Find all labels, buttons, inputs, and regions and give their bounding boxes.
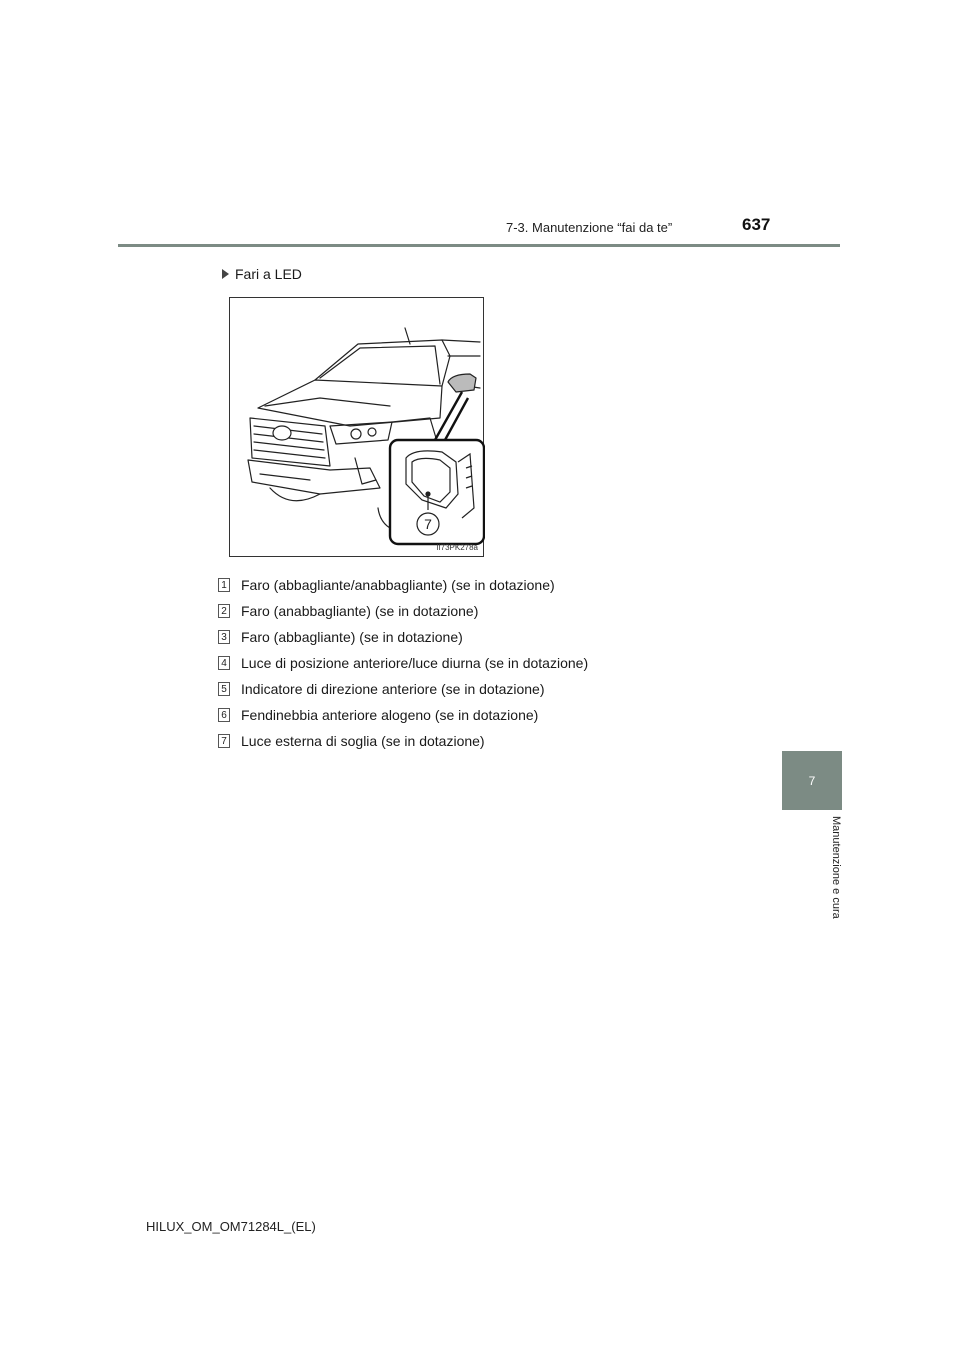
figure-code: II73PK278a	[436, 543, 478, 552]
item-number-badge: 6	[218, 708, 230, 722]
list-item	[218, 676, 588, 702]
item-text: Luce di posizione anteriore/luce diurna (se in dotazione)	[241, 655, 589, 671]
page-number: 637	[742, 215, 771, 234]
truck-drawing	[230, 298, 485, 558]
list-item	[218, 624, 588, 650]
footer-code: HILUX_OM_OM71284L_(EL)	[146, 1219, 316, 1234]
triangle-bullet-icon	[222, 269, 229, 279]
item-text: Luce esterna di soglia (se in dotazione)	[241, 733, 485, 749]
list-item	[218, 572, 588, 598]
item-number-badge: 2	[218, 604, 230, 618]
list-item	[218, 702, 588, 728]
list-item	[218, 728, 588, 754]
chapter-tab: 7	[782, 751, 842, 810]
item-text: Fendinebbia anteriore alogeno (se in dotazione)	[241, 707, 539, 723]
header-divider	[118, 244, 840, 247]
component-list	[218, 572, 588, 754]
item-number-badge: 5	[218, 682, 230, 696]
item-text: Faro (abbagliante) (se in dotazione)	[241, 629, 463, 645]
list-item	[218, 598, 588, 624]
item-number-badge: 1	[218, 578, 230, 592]
item-number-badge: 3	[218, 630, 230, 644]
sub-heading-text: Fari a LED	[235, 266, 302, 282]
section-title: 7-3. Manutenzione “fai da te”	[506, 220, 673, 235]
list-item	[218, 650, 588, 676]
callout-number: 7	[424, 516, 432, 532]
item-number-badge: 7	[218, 734, 230, 748]
item-text: Faro (anabbagliante) (se in dotazione)	[241, 603, 479, 619]
item-text: Indicatore di direzione anteriore (se in dotazione)	[241, 681, 545, 697]
vehicle-illustration	[229, 297, 484, 557]
item-number-badge: 4	[218, 656, 230, 670]
chapter-label: Manutenzione e cura	[830, 816, 842, 919]
sub-heading	[222, 266, 302, 282]
item-text: Faro (abbagliante/anabbagliante) (se in dotazione)	[241, 577, 555, 593]
